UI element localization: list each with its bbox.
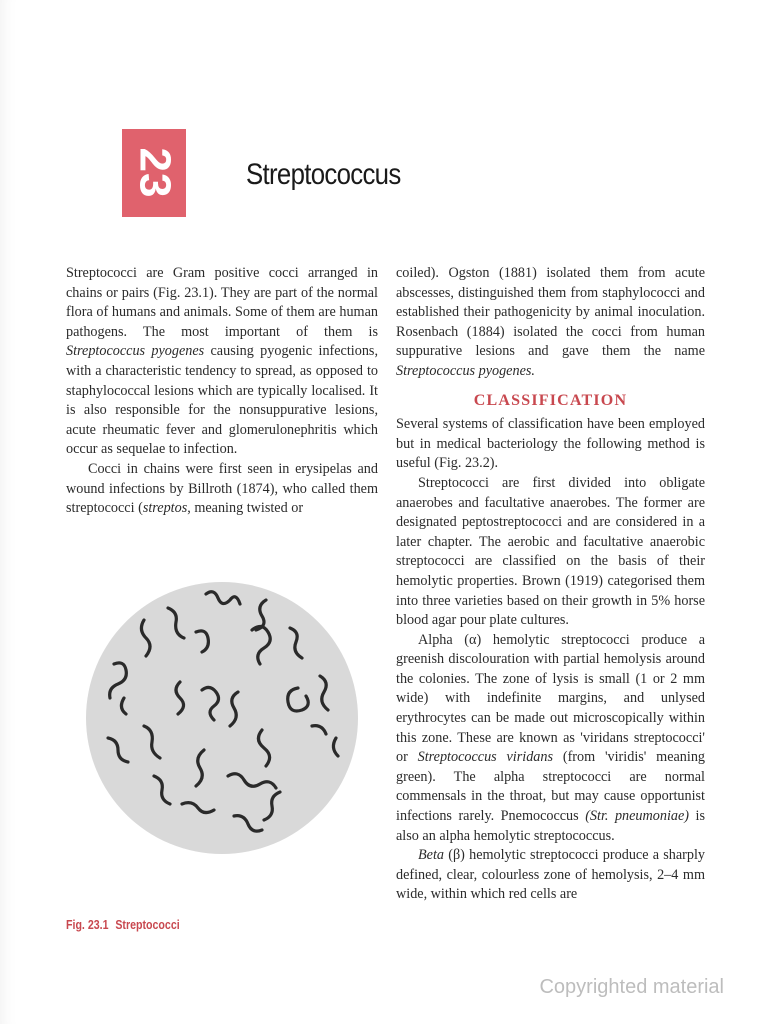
microscope-field-illustration [84,580,360,856]
text-run: (from 'viridis' meaning green). The alpha streptococci are normal commensals in the throat, but may cause opportunist infections rarely. Pnemococcus [396,749,706,825]
chapter-title: Streptococcus [246,158,401,191]
text-run: (β) hemolytic streptococci produce a sharply defined, clear, colourless zone of hemolysis, 2–4 mm wide, within which red cells are [396,847,705,903]
microscope-field [86,582,358,854]
chapter-number-badge [122,129,186,217]
figure-caption-text: Streptococci [115,918,180,932]
copyright-watermark: Copyrighted material [539,976,724,998]
section-heading: CLASSIFICATION [473,391,628,409]
italic-term: Beta [418,847,444,864]
paragraph [396,264,705,382]
text-run: Streptococci are Gram positive cocci arranged in chains or pairs (Fig. 23.1). They are part of the normal flora of humans and animals. Some of them are human pathogens. The most important of them is [66,265,378,340]
figure-caption [66,918,180,932]
italic-term: Streptococcus pyogenes [66,343,205,360]
italic-term: (Str. pneumoniae) [585,808,690,825]
chapter-number: 23 [129,147,179,199]
italic-term: Streptococcus viridans [417,749,554,766]
text-run: is also an alpha hemolytic streptococcus. [396,808,706,844]
paragraph [396,846,705,905]
paragraph [396,474,705,631]
right-column [396,264,705,905]
text-run: coiled). Ogston (1881) isolated them from acute abscesses, distinguished them from staphylococci and established their pathogenicity by animal inoculation. Rosenbach (1884) isolated the cocci from human suppurative lesions and gave them the name [396,265,705,360]
italic-term: Streptococcus pyogenes. [396,362,535,379]
paragraph [66,264,378,460]
text-run: Several systems of classification have been employed but in medical bacteriology the following method is useful (Fig. 23.2). [396,416,705,472]
figure-label: Fig. 23.1 [66,918,109,932]
paragraph [396,631,705,847]
text-run: causing pyogenic infections, with a characteristic tendency to spread, as opposed to staphylococcal lesions which are typically localised. It is also responsible for the nonsuppurative lesions, acute rheumatic fever and glomerulonephritis which occur as sequelae to infection. [66,343,378,458]
text-run: , meaning twisted or [187,500,304,517]
left-column [66,264,378,519]
paragraph [66,460,378,519]
text-run: Alpha (α) hemolytic streptococci produce a greenish discolouration with partial hemolysis around the colonies. The zone of lysis is small (1 or 2 mm wide) with indefinite margins, and unlysed erythrocytes can be made out microscopically within this zone. These are known as 'viridans streptococci' or [396,631,705,766]
italic-term: streptos [142,500,188,517]
text-run: Cocci in chains were first seen in erysipelas and wound infections by Billroth (1874), who called them streptococci ( [66,460,378,517]
text-run: Streptococci are first divided into obligate anaerobes and facultative anaerobes. The former are designated peptostreptococci and are considered in a later chapter. The aerobic and facultative anaerobic streptococci are classified on the basis of their hemolytic properties. Brown (1919) categorised them into three varieties based on their growth in 5% horse blood agar pour plate cultures. [396,474,705,629]
paragraph [396,415,705,474]
